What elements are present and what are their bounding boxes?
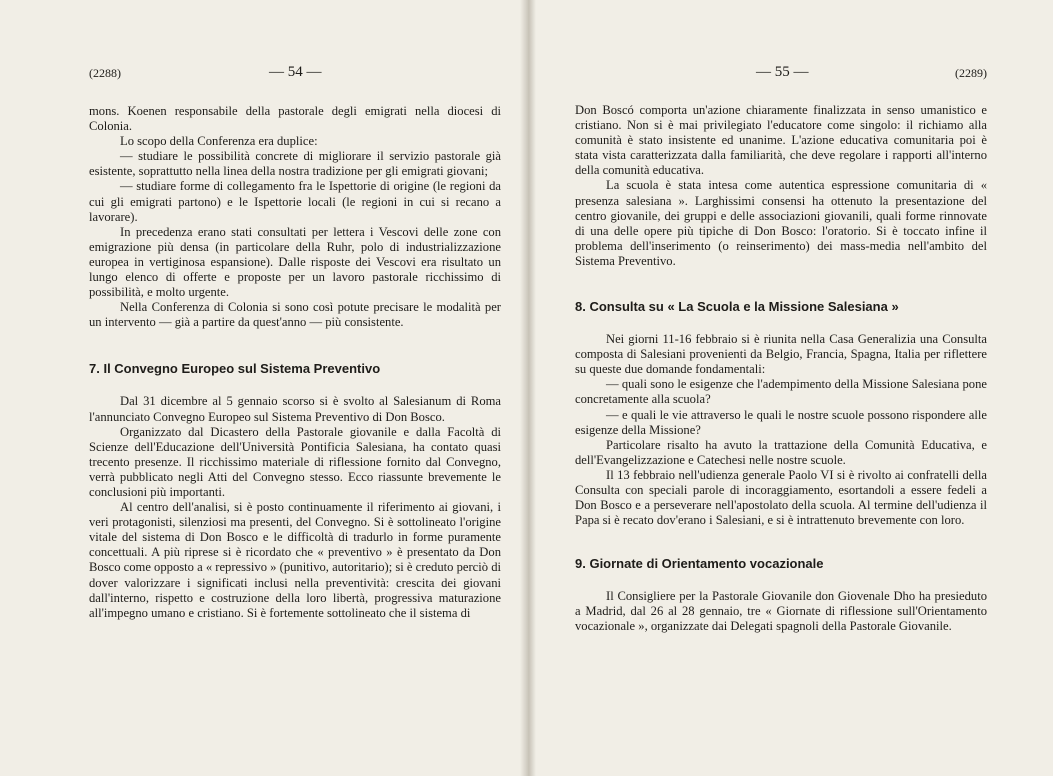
paragraph: Al centro dell'analisi, si è posto continuamente il riferimento ai giovani, i veri protagonisti, silenziosi ma presenti, del Convegno. Si è sottolineato l'origine vitale del sistema di Don Bosco e le difficoltà di tradurlo in forme puramente concettuali. A più riprese si è ricordato che « preventivo » è presentato da Don Bosco come opposto a « repressivo » (punitivo, autoritario); si è creduto perciò di dover valorizzare i significati inclusi nella preventività: crescita dei giovani dall'interno, rispetto e costruzione della loro libertà, progressiva maturazione all'impegno umano e cristiano. Si è fortemente sottolineato che il sistema di (89, 500, 501, 620)
paragraph: Organizzato dal Dicastero della Pastorale giovanile e dalla Facoltà di Scienze dell'Educazione dell'Università Pontificia Salesiana, ha contato quasi trecento presenze. Il ricchissimo materiale di riflessione fornito dal Convegno, verrà pubblicato negli Atti del Convegno stesso. Ecco riassunte brevemente le conclusioni più importanti. (89, 424, 501, 499)
right-page-header (575, 64, 987, 86)
global-page-number: (2289) (955, 66, 987, 80)
book-gutter-shadow (520, 0, 536, 776)
paragraph: Don Boscó comporta un'azione chiaramente finalizzata in senso umanistico e cristiano. Non si è mai privilegiato l'educatore come singolo: il richiamo alla comunità è stato insistente ed unanime. L'azione educativa comunitaria poi è stata vista caratterizzata dalla familiarità, che deve regolare i rapporti all'interno della comunità educativa. (575, 103, 987, 178)
page-number: — 54 — (269, 64, 322, 80)
paragraph: mons. Koenen responsabile della pastorale degli emigrati nella diocesi di Colonia. (89, 104, 501, 134)
paragraph: La scuola è stata intesa come autentica espressione comunitaria di « presenza salesiana ». Larghissimi consensi ha ottenuto la presentazione del centro giovanile, dei gruppi e delle associazioni giovanili, quali forme rinnovate di una delle opere più tipiche di Don Bosco: l'oratorio. Si è toccato infine il problema dell'inserimento (o reinserimento) dei mass-media nell'ambito del Sistema Preventivo. (575, 178, 987, 268)
paragraph: — studiare le possibilità concrete di migliorare il servizio pastorale già esistente, soprattutto nella linea della nostra tradizione per gli emigrati giovani; (89, 149, 501, 179)
page-number: — 55 — (756, 64, 809, 80)
right-page (527, 0, 1053, 776)
paragraph: — quali sono le esigenze che l'adempimento della Missione Salesiana pone concretamente alla scuola? (575, 377, 987, 407)
left-page-header (89, 64, 501, 86)
paragraph: Nella Conferenza di Colonia si sono così potute precisare le modalità per un intervento — già a partire da quest'anno — più consistente. (89, 300, 501, 330)
paragraph: Nei giorni 11-16 febbraio si è riunita nella Casa Generalizia una Consulta composta di Salesiani provenienti da Belgio, Francia, Spagna, Italia per riflettere su queste due domande fondamentali: (575, 332, 987, 377)
right-page-body (575, 103, 987, 635)
paragraph: In precedenza erano stati consultati per lettera i Vescovi delle zone con emigrazione più densa (in particolare della Ruhr, polo di industrializzazione europea in vertiginosa espansione). Dalle risposte dei Vescovi era risultato un lungo elenco di offerte e proposte per un lavoro pastorale ricchissimo di possibilità, e molto urgente. (89, 224, 501, 300)
paragraph: — studiare forme di collegamento fra le Ispettorie di origine (le regioni da cui gli emigrati partono) e le Ispettorie locali (le regioni in cui si recano a lavorare). (89, 179, 501, 224)
section-heading: 8. Consulta su « La Scuola e la Missione Salesiana » (575, 299, 899, 315)
global-page-number: (2288) (89, 66, 121, 80)
section-heading: 9. Giornate di Orientamento vocazionale (575, 556, 824, 572)
left-page-body (89, 104, 501, 621)
paragraph: Il 13 febbraio nell'udienza generale Paolo VI si è rivolto ai confratelli della Consulta con speciali parole di incoraggiamento, esortandoli a essere fedeli a Don Bosco e a perseverare nell'apostolato della scuola. Al termine dell'udienza il Papa si è recato dov'erano i Salesiani, e si è intrattenuto brevemente con loro. (575, 467, 987, 528)
section-heading: 7. Il Convegno Europeo sul Sistema Preventivo (89, 361, 381, 377)
paragraph: Il Consigliere per la Pastorale Giovanile don Giovenale Dho ha presieduto a Madrid, dal 26 al 28 gennaio, tre « Giornate di riflessione sull'Orientamento vocazionale », organizzate dai Delegati spagnoli della Pastorale Giovanile. (575, 589, 987, 634)
paragraph: Particolare risalto ha avuto la trattazione della Comunità Educativa, e dell'Evangelizzazione e Catechesi nelle nostre scuole. (575, 437, 987, 467)
paragraph: — e quali le vie attraverso le quali le nostre scuole possono rispondere alle esigenze della Missione? (575, 407, 987, 437)
paragraph: Lo scopo della Conferenza era duplice: (120, 134, 318, 149)
paragraph: Dal 31 dicembre al 5 gennaio scorso si è svolto al Salesianum di Roma l'annunciato Convegno Europeo sul Sistema Preventivo di Don Bosco. (89, 394, 501, 424)
